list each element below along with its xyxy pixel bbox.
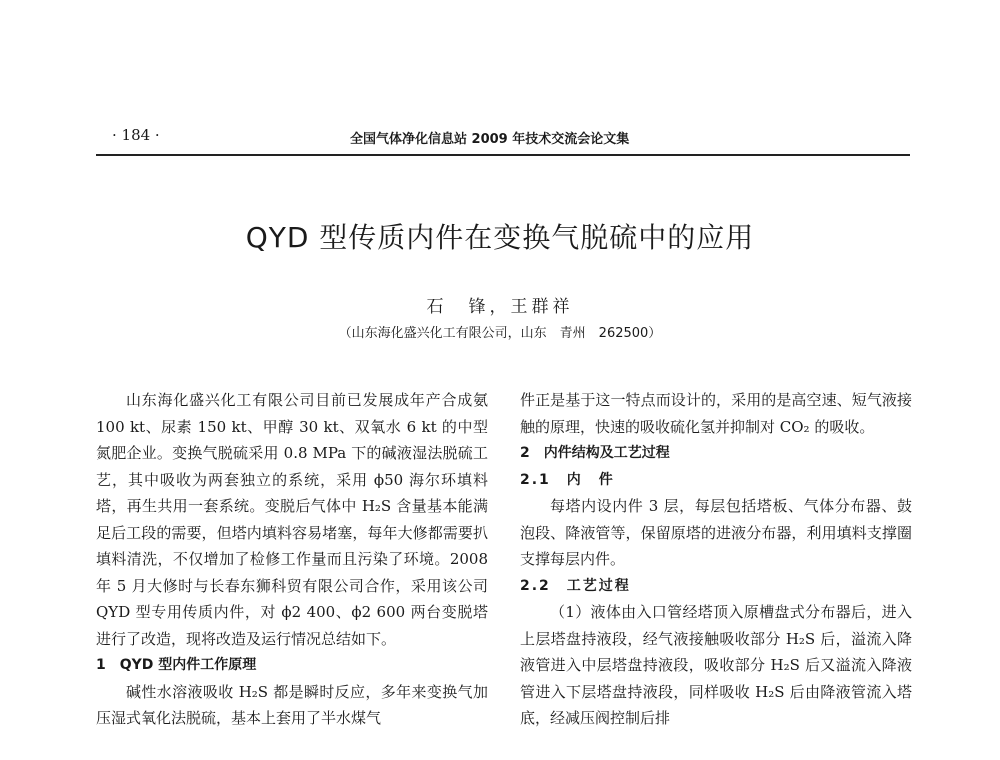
section-2-1-heading: 2.1 内 件 bbox=[520, 471, 615, 488]
article-authors: 石 锋，王群祥 bbox=[426, 297, 574, 317]
section-2-2-paragraph: （1）液体由入口管经塔顶入原槽盘式分布器后，进入上层塔盘持液段，经气液接触吸收部分 H₂S 后，溢流入降液管进入中层塔盘持液段，吸收部分 H₂S 后又溢流入降液管进入下层塔盘持液段，同样吸收 H₂S 后由降液管流入塔底，经减压阀控制后排 bbox=[520, 603, 912, 727]
section-2-1-paragraph: 每塔内设内件 3 层，每层包括塔板、气体分布器、鼓泡段、降液管等，保留原塔的进液分布器，利用填料支撑圈支撑每层内件。 bbox=[520, 497, 912, 568]
continuation-paragraph: 件正是基于这一特点而设计的，采用的是高空速、短气液接触的原理，快速的吸收硫化氢并抑制对 CO₂ 的吸收。 bbox=[520, 391, 912, 436]
section-2-heading: 2 内件结构及工艺过程 bbox=[520, 445, 670, 461]
article-title: QYD 型传质内件在变换气脱硫中的应用 bbox=[245, 221, 755, 254]
header-rule bbox=[96, 154, 910, 156]
section-2-2-heading: 2.2 工艺过程 bbox=[520, 577, 631, 594]
left-column bbox=[96, 387, 488, 732]
article-affiliation: （山东海化盛兴化工有限公司，山东 青州 262500） bbox=[338, 326, 662, 341]
intro-paragraph: 山东海化盛兴化工有限公司目前已发展成年产合成氨 100 kt、尿素 150 kt、甲醇 30 kt、双氧水 6 kt 的中型氮肥企业。变换气脱硫采用 0.8 MPa 下的碱液湿法脱硫工艺，其中吸收为两套独立的系统，采用 ϕ50 海尔环填料塔，再生共用一套系统。变脱后气体中 H₂S 含量基本能满足后工段的需要，但塔内填料容易堵塞，每年大修都需要扒填料清洗，不仅增加了检修工作量而且污染了环境。2008 年 5 月大修时与长春东狮科贸有限公司合作，采用该公司 QYD 型专用传质内件，对 ϕ2 400、ϕ2 600 两台变脱塔进行了改造，现将改造及运行情况总结如下。 bbox=[96, 391, 488, 648]
running-head: 全国气体净化信息站 2009 年技术交流会论文集 bbox=[350, 132, 630, 147]
section-1-paragraph: 碱性水溶液吸收 H₂S 都是瞬时反应，多年来变换气加压湿式氧化法脱硫，基本上套用了半水煤气 bbox=[96, 682, 488, 727]
right-column bbox=[520, 387, 912, 732]
section-1-heading: 1 QYD 型内件工作原理 bbox=[96, 657, 257, 673]
page-number: · 184 · bbox=[112, 126, 160, 144]
